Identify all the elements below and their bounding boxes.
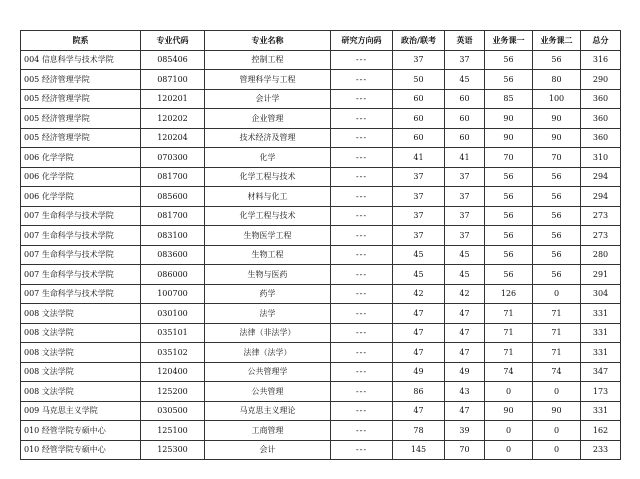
course-one-score-cell: 126 (485, 284, 533, 304)
politics-score-cell: 45 (393, 245, 445, 265)
department-cell: 007 生命科学与技术学院 (21, 226, 141, 246)
course-one-score-cell: 85 (485, 89, 533, 109)
table-row (21, 70, 621, 90)
course-one-score-cell: 0 (485, 421, 533, 441)
politics-score-cell: 47 (393, 323, 445, 343)
table-row (21, 304, 621, 324)
total-score-cell: 360 (581, 89, 621, 109)
major-name-cell: 技术经济及管理 (205, 128, 331, 148)
header-english: 英语 (445, 31, 485, 51)
department-cell: 009 马克思主义学院 (21, 401, 141, 421)
politics-score-cell: 60 (393, 128, 445, 148)
total-score-cell: 316 (581, 50, 621, 70)
politics-score-cell: 86 (393, 382, 445, 402)
department-cell: 007 生命科学与技术学院 (21, 284, 141, 304)
major-name-cell: 法学 (205, 304, 331, 324)
department-cell: 005 经济管理学院 (21, 70, 141, 90)
course-one-score-cell: 56 (485, 245, 533, 265)
course-two-score-cell: 56 (533, 187, 581, 207)
course-two-score-cell: 71 (533, 304, 581, 324)
english-score-cell: 45 (445, 265, 485, 285)
department-cell: 008 文法学院 (21, 382, 141, 402)
major-code-cell: 030500 (141, 401, 205, 421)
major-name-cell: 生物与医药 (205, 265, 331, 285)
department-cell: 010 经管学院专硕中心 (21, 440, 141, 460)
header-direction-code: 研究方向码 (331, 31, 393, 51)
major-name-cell: 控制工程 (205, 50, 331, 70)
total-score-cell: 294 (581, 167, 621, 187)
politics-score-cell: 49 (393, 362, 445, 382)
major-code-cell: 085406 (141, 50, 205, 70)
course-two-score-cell: 90 (533, 401, 581, 421)
total-score-cell: 331 (581, 343, 621, 363)
major-code-cell: 086000 (141, 265, 205, 285)
direction-code-cell: --- (331, 89, 393, 109)
table-row (21, 265, 621, 285)
table-row (21, 128, 621, 148)
direction-code-cell: --- (331, 401, 393, 421)
major-name-cell: 化学 (205, 148, 331, 168)
major-code-cell: 100700 (141, 284, 205, 304)
course-one-score-cell: 71 (485, 304, 533, 324)
table-row (21, 226, 621, 246)
major-name-cell: 生物医学工程 (205, 226, 331, 246)
table-row (21, 109, 621, 129)
major-name-cell: 马克思主义理论 (205, 401, 331, 421)
course-one-score-cell: 90 (485, 109, 533, 129)
major-code-cell: 125300 (141, 440, 205, 460)
course-one-score-cell: 70 (485, 148, 533, 168)
total-score-cell: 347 (581, 362, 621, 382)
total-score-cell: 233 (581, 440, 621, 460)
course-one-score-cell: 56 (485, 167, 533, 187)
major-name-cell: 管理科学与工程 (205, 70, 331, 90)
course-one-score-cell: 56 (485, 265, 533, 285)
english-score-cell: 37 (445, 206, 485, 226)
course-two-score-cell: 100 (533, 89, 581, 109)
table-row (21, 206, 621, 226)
english-score-cell: 45 (445, 245, 485, 265)
header-major-name: 专业名称 (205, 31, 331, 51)
total-score-cell: 331 (581, 401, 621, 421)
table-row (21, 167, 621, 187)
department-cell: 008 文法学院 (21, 343, 141, 363)
politics-score-cell: 37 (393, 226, 445, 246)
course-two-score-cell: 56 (533, 50, 581, 70)
major-name-cell: 药学 (205, 284, 331, 304)
major-code-cell: 081700 (141, 167, 205, 187)
politics-score-cell: 37 (393, 187, 445, 207)
politics-score-cell: 60 (393, 89, 445, 109)
english-score-cell: 43 (445, 382, 485, 402)
table-body (21, 50, 621, 460)
total-score-cell: 173 (581, 382, 621, 402)
course-one-score-cell: 90 (485, 401, 533, 421)
direction-code-cell: --- (331, 226, 393, 246)
english-score-cell: 39 (445, 421, 485, 441)
department-cell: 008 文法学院 (21, 304, 141, 324)
direction-code-cell: --- (331, 245, 393, 265)
course-two-score-cell: 56 (533, 206, 581, 226)
major-name-cell: 会计学 (205, 89, 331, 109)
english-score-cell: 37 (445, 226, 485, 246)
department-cell: 006 化学学院 (21, 187, 141, 207)
course-two-score-cell: 0 (533, 284, 581, 304)
score-table-sheet (20, 30, 620, 460)
english-score-cell: 70 (445, 440, 485, 460)
politics-score-cell: 37 (393, 50, 445, 70)
politics-score-cell: 37 (393, 206, 445, 226)
course-two-score-cell: 0 (533, 440, 581, 460)
direction-code-cell: --- (331, 148, 393, 168)
course-one-score-cell: 71 (485, 343, 533, 363)
course-two-score-cell: 90 (533, 109, 581, 129)
header-major-code: 专业代码 (141, 31, 205, 51)
direction-code-cell: --- (331, 70, 393, 90)
direction-code-cell: --- (331, 187, 393, 207)
total-score-cell: 280 (581, 245, 621, 265)
major-code-cell: 085600 (141, 187, 205, 207)
direction-code-cell: --- (331, 109, 393, 129)
table-row (21, 401, 621, 421)
major-name-cell: 化学工程与技术 (205, 167, 331, 187)
major-name-cell: 材料与化工 (205, 187, 331, 207)
table-row (21, 382, 621, 402)
english-score-cell: 47 (445, 401, 485, 421)
politics-score-cell: 45 (393, 265, 445, 285)
politics-score-cell: 60 (393, 109, 445, 129)
major-code-cell: 120400 (141, 362, 205, 382)
total-score-cell: 310 (581, 148, 621, 168)
major-code-cell: 087100 (141, 70, 205, 90)
major-code-cell: 030100 (141, 304, 205, 324)
course-two-score-cell: 70 (533, 148, 581, 168)
english-score-cell: 45 (445, 70, 485, 90)
major-code-cell: 070300 (141, 148, 205, 168)
department-cell: 004 信息科学与技术学院 (21, 50, 141, 70)
header-department: 院系 (21, 31, 141, 51)
course-two-score-cell: 0 (533, 421, 581, 441)
total-score-cell: 273 (581, 206, 621, 226)
table-row (21, 245, 621, 265)
table-row (21, 187, 621, 207)
course-one-score-cell: 74 (485, 362, 533, 382)
total-score-cell: 360 (581, 128, 621, 148)
department-cell: 007 生命科学与技术学院 (21, 245, 141, 265)
course-two-score-cell: 56 (533, 245, 581, 265)
english-score-cell: 60 (445, 89, 485, 109)
major-name-cell: 法律（非法学） (205, 323, 331, 343)
total-score-cell: 331 (581, 304, 621, 324)
politics-score-cell: 41 (393, 148, 445, 168)
politics-score-cell: 50 (393, 70, 445, 90)
header-politics: 政治/联考 (393, 31, 445, 51)
major-name-cell: 公共管理 (205, 382, 331, 402)
english-score-cell: 49 (445, 362, 485, 382)
table-row (21, 89, 621, 109)
table-row (21, 440, 621, 460)
course-two-score-cell: 56 (533, 226, 581, 246)
major-name-cell: 化学工程与技术 (205, 206, 331, 226)
major-code-cell: 083100 (141, 226, 205, 246)
course-two-score-cell: 80 (533, 70, 581, 90)
direction-code-cell: --- (331, 167, 393, 187)
direction-code-cell: --- (331, 343, 393, 363)
major-code-cell: 035101 (141, 323, 205, 343)
total-score-cell: 331 (581, 323, 621, 343)
major-name-cell: 会计 (205, 440, 331, 460)
course-two-score-cell: 56 (533, 167, 581, 187)
major-code-cell: 120201 (141, 89, 205, 109)
politics-score-cell: 47 (393, 343, 445, 363)
department-cell: 006 化学学院 (21, 167, 141, 187)
table-row (21, 323, 621, 343)
major-name-cell: 企业管理 (205, 109, 331, 129)
table-row (21, 421, 621, 441)
department-cell: 010 经管学院专硕中心 (21, 421, 141, 441)
header-course-two: 业务课二 (533, 31, 581, 51)
course-one-score-cell: 56 (485, 226, 533, 246)
course-one-score-cell: 71 (485, 323, 533, 343)
direction-code-cell: --- (331, 206, 393, 226)
header-total: 总分 (581, 31, 621, 51)
major-code-cell: 120204 (141, 128, 205, 148)
direction-code-cell: --- (331, 440, 393, 460)
major-code-cell: 120202 (141, 109, 205, 129)
total-score-cell: 273 (581, 226, 621, 246)
total-score-cell: 162 (581, 421, 621, 441)
course-two-score-cell: 74 (533, 362, 581, 382)
politics-score-cell: 42 (393, 284, 445, 304)
department-cell: 008 文法学院 (21, 362, 141, 382)
course-two-score-cell: 90 (533, 128, 581, 148)
department-cell: 005 经济管理学院 (21, 128, 141, 148)
total-score-cell: 304 (581, 284, 621, 304)
major-code-cell: 083600 (141, 245, 205, 265)
header-course-one: 业务课一 (485, 31, 533, 51)
course-one-score-cell: 0 (485, 440, 533, 460)
course-one-score-cell: 56 (485, 50, 533, 70)
total-score-cell: 291 (581, 265, 621, 285)
course-one-score-cell: 56 (485, 206, 533, 226)
english-score-cell: 47 (445, 323, 485, 343)
total-score-cell: 294 (581, 187, 621, 207)
department-cell: 006 化学学院 (21, 148, 141, 168)
major-code-cell: 125200 (141, 382, 205, 402)
direction-code-cell: --- (331, 284, 393, 304)
total-score-cell: 360 (581, 109, 621, 129)
department-cell: 005 经济管理学院 (21, 89, 141, 109)
major-code-cell: 035102 (141, 343, 205, 363)
department-cell: 005 经济管理学院 (21, 109, 141, 129)
table-header-row (21, 31, 621, 51)
major-name-cell: 公共管理学 (205, 362, 331, 382)
english-score-cell: 37 (445, 50, 485, 70)
total-score-cell: 290 (581, 70, 621, 90)
table-row (21, 50, 621, 70)
english-score-cell: 60 (445, 128, 485, 148)
direction-code-cell: --- (331, 382, 393, 402)
direction-code-cell: --- (331, 304, 393, 324)
english-score-cell: 37 (445, 167, 485, 187)
department-cell: 008 文法学院 (21, 323, 141, 343)
politics-score-cell: 78 (393, 421, 445, 441)
direction-code-cell: --- (331, 50, 393, 70)
major-name-cell: 生物工程 (205, 245, 331, 265)
score-table (20, 30, 621, 460)
major-name-cell: 法律（法学） (205, 343, 331, 363)
department-cell: 007 生命科学与技术学院 (21, 265, 141, 285)
english-score-cell: 37 (445, 187, 485, 207)
course-one-score-cell: 0 (485, 382, 533, 402)
major-name-cell: 工商管理 (205, 421, 331, 441)
english-score-cell: 42 (445, 284, 485, 304)
course-two-score-cell: 71 (533, 343, 581, 363)
politics-score-cell: 145 (393, 440, 445, 460)
english-score-cell: 60 (445, 109, 485, 129)
english-score-cell: 47 (445, 343, 485, 363)
course-two-score-cell: 56 (533, 265, 581, 285)
major-code-cell: 081700 (141, 206, 205, 226)
politics-score-cell: 47 (393, 304, 445, 324)
politics-score-cell: 47 (393, 401, 445, 421)
course-one-score-cell: 56 (485, 187, 533, 207)
table-row (21, 362, 621, 382)
direction-code-cell: --- (331, 362, 393, 382)
direction-code-cell: --- (331, 323, 393, 343)
direction-code-cell: --- (331, 265, 393, 285)
politics-score-cell: 37 (393, 167, 445, 187)
course-one-score-cell: 56 (485, 70, 533, 90)
direction-code-cell: --- (331, 421, 393, 441)
english-score-cell: 47 (445, 304, 485, 324)
table-row (21, 343, 621, 363)
department-cell: 007 生命科学与技术学院 (21, 206, 141, 226)
course-one-score-cell: 90 (485, 128, 533, 148)
table-row (21, 148, 621, 168)
english-score-cell: 41 (445, 148, 485, 168)
course-two-score-cell: 71 (533, 323, 581, 343)
direction-code-cell: --- (331, 128, 393, 148)
table-row (21, 284, 621, 304)
course-two-score-cell: 0 (533, 382, 581, 402)
major-code-cell: 125100 (141, 421, 205, 441)
